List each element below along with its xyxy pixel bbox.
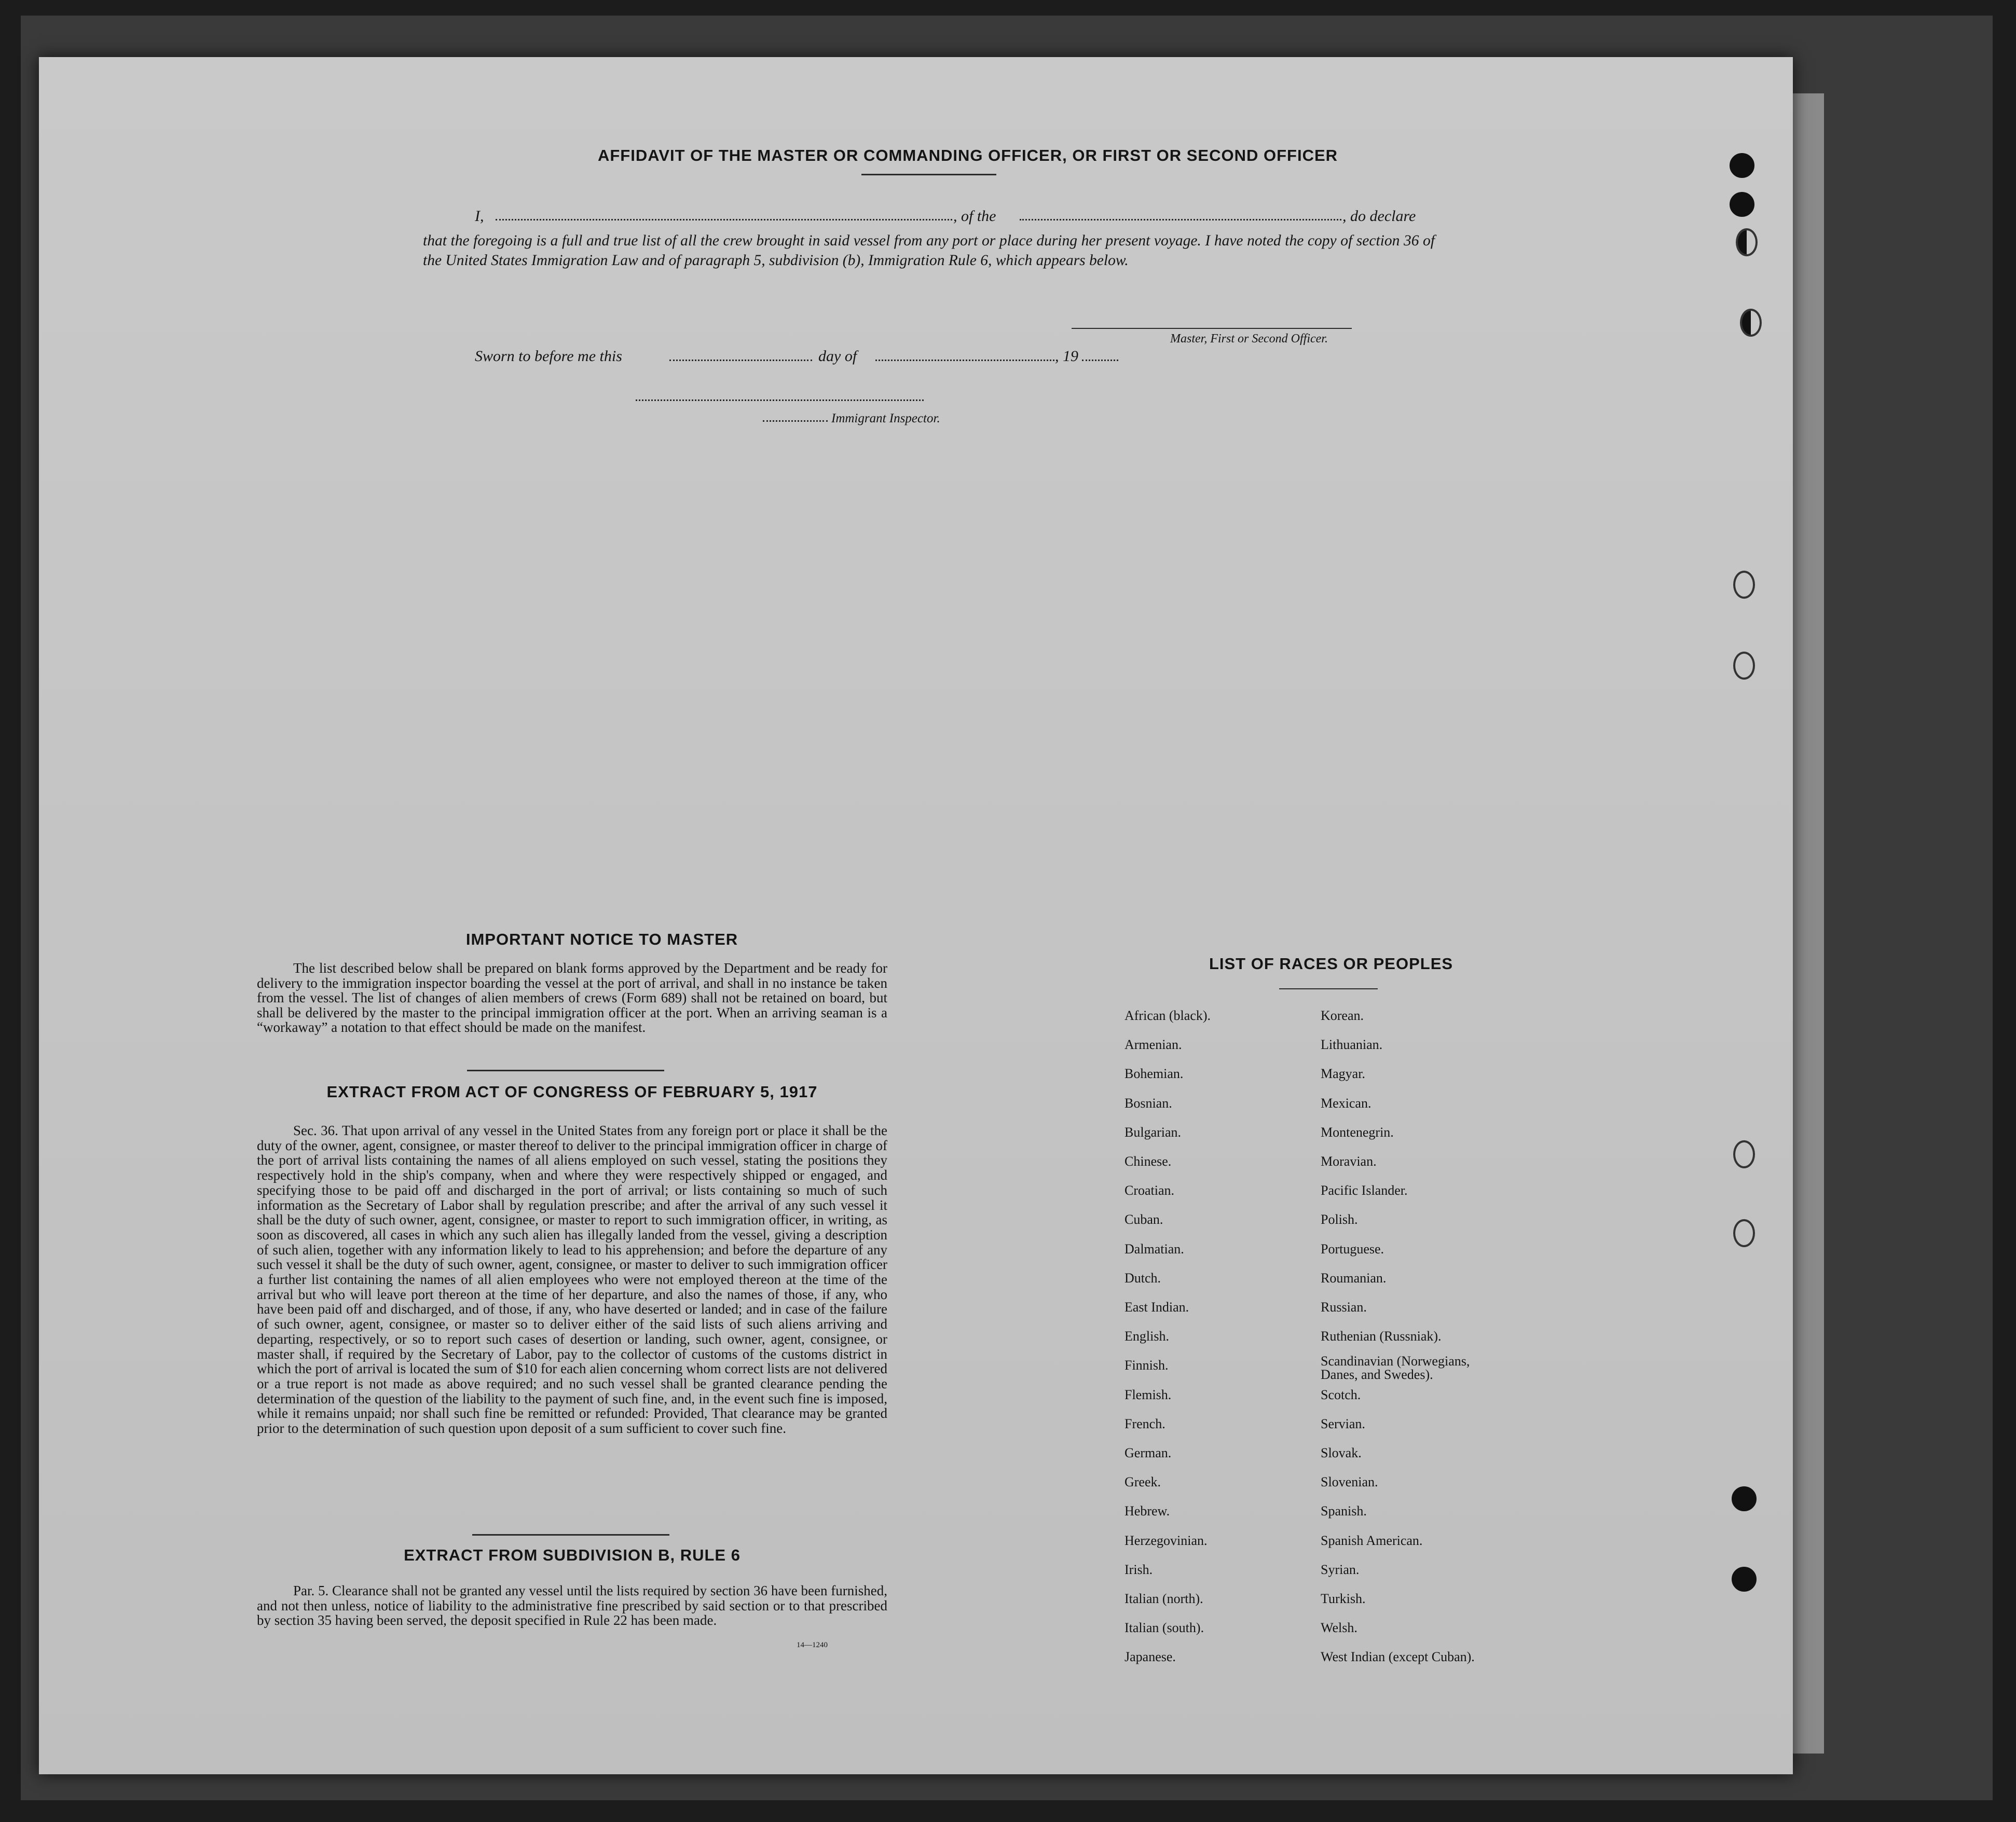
race-item: Servian. xyxy=(1321,1416,1365,1431)
races-title: LIST OF RACES OR PEOPLES xyxy=(1209,955,1453,973)
sworn-year-blank xyxy=(1082,360,1118,361)
master-signature-line xyxy=(1072,328,1352,329)
affidavit-vessel-blank xyxy=(1020,219,1341,220)
notice-rule xyxy=(467,1070,664,1071)
sworn-month-blank xyxy=(875,360,1054,361)
sworn-prefix: Sworn to before me this xyxy=(475,348,622,365)
binder-hole xyxy=(1733,1140,1755,1168)
inspector-caption: Immigrant Inspector. xyxy=(831,411,940,425)
race-item: Moravian. xyxy=(1321,1154,1377,1169)
race-item: Turkish. xyxy=(1321,1591,1366,1606)
notice-title: IMPORTANT NOTICE TO MASTER xyxy=(465,930,738,948)
master-signature-caption: Master, First or Second Officer. xyxy=(1170,332,1328,346)
race-item: Flemish. xyxy=(1124,1387,1172,1402)
race-item: Roumanian. xyxy=(1321,1270,1387,1286)
race-item: Dutch. xyxy=(1124,1270,1161,1286)
race-item: Welsh. xyxy=(1321,1620,1357,1636)
inspector-signature-line xyxy=(636,399,924,401)
race-item: Dalmatian. xyxy=(1124,1241,1184,1257)
inspector-caption-dots xyxy=(763,420,828,422)
extract-act-title: EXTRACT FROM ACT OF CONGRESS OF FEBRUARY 5, 1917 xyxy=(326,1083,818,1101)
race-item: Irish. xyxy=(1124,1562,1153,1577)
extract-rule-body: Par. 5. Clearance shall not be granted any vessel until the lists required by section 36 have been furnished, and not then unless, notice of liability to the administrative fine prescribed by said section or to that prescribed by section 35 having been served, the deposit specified in Rule 22 has been made. xyxy=(257,1583,887,1628)
race-item: Lithuanian. xyxy=(1321,1037,1383,1053)
form-number: 14—1240 xyxy=(797,1641,828,1649)
race-item: English. xyxy=(1124,1329,1169,1344)
race-item: African (black). xyxy=(1124,1008,1211,1023)
race-item: Slovak. xyxy=(1321,1445,1362,1460)
race-item: Finnish. xyxy=(1124,1358,1169,1373)
binder-hole xyxy=(1733,571,1755,599)
binder-hole xyxy=(1730,153,1754,178)
race-item: Bulgarian. xyxy=(1124,1124,1182,1140)
document-page xyxy=(39,57,1793,1774)
sworn-day-blank xyxy=(669,360,812,361)
race-item: Spanish American. xyxy=(1321,1533,1423,1548)
race-item: Magyar. xyxy=(1321,1066,1365,1082)
race-item: Polish. xyxy=(1321,1212,1358,1227)
extract-act-rule xyxy=(472,1534,669,1536)
affidavit-of-the-label: , of the xyxy=(953,208,996,225)
race-item: Bohemian. xyxy=(1124,1066,1184,1082)
affidavit-body: that the foregoing is a full and true list of all the crew brought in said vessel from any port or place during her present voyage. I have noted the copy of section 36 of the United States Immigration Law and of paragraph 5, subdivision (b), Immigration Rule 6, which appears below. xyxy=(423,232,1435,269)
race-item: Chinese. xyxy=(1124,1154,1172,1169)
binder-hole xyxy=(1733,1219,1755,1247)
race-item: French. xyxy=(1124,1416,1165,1431)
binder-hole xyxy=(1733,652,1755,680)
races-title-rule xyxy=(1279,988,1378,989)
race-item: Italian (south). xyxy=(1124,1620,1204,1636)
extract-act-body: Sec. 36. That upon arrival of any vessel in the United States from any foreign port or place it shall be the duty of the owner, agent, consignee, or master thereof to deliver to the principal immigration officer in charge of the port of arrival lists containing the names of all aliens employed on such vessel, stating the positions they respectively hold in the ship's company, when and where they were respectively shipped or engaged, and specifying those to be paid off and discharged in the port of arrival; or lists containing so much of such information as the Secretary of Labor shall by regulation prescribe; and after the arrival of any such vessel it shall be the duty of such owner, agent, consignee, or master to report to such immigration officer, in writing, as soon as discovered, all cases in which any such alien has illegally landed from the vessel, giving a description of such alien, together with any information likely to lead to his apprehension; and before the departure of any such vessel it shall be the duty of such owner, agent, consignee, or master to deliver to such immigration officer a further list containing the names of all alien employees who were not employed thereon at the time of the arrival but who will leave port thereon at the time of her departure, and also the names of those, if any, who have been paid off and discharged, and of those, if any, who have deserted or landed; and in case of the failure of such owner, agent, consignee, or master so to deliver either of the said lists of such aliens arriving and departing, respectively, or so to report such cases of desertion or landing, such owner, agent, consignee, or master shall, if required by the Secretary of Labor, pay to the collector of customs of the customs district in which the port of arrival is located the sum of $10 for each alien concerning whom correct lists are not delivered or a true report is not made as above required; and no such vessel shall be granted clearance pending the determination of the question of the liability to the payment of such fine, and, in the event such fine is imposed, while it remains unpaid; nor shall such fine be remitted or refunded: Provided, That clearance may be granted prior to the determination of such question upon deposit of a sum sufficient to cover such fine. xyxy=(257,1123,887,1437)
race-item: Slovenian. xyxy=(1321,1474,1378,1490)
affidavit-title: AFFIDAVIT OF THE MASTER OR COMMANDING OFFICER, OR FIRST OR SECOND OFFICER xyxy=(597,146,1338,164)
race-item: Bosnian. xyxy=(1124,1095,1172,1111)
binder-hole xyxy=(1732,1486,1757,1511)
race-item: Italian (north). xyxy=(1124,1591,1203,1606)
binder-hole xyxy=(1736,228,1758,256)
race-item: West Indian (except Cuban). xyxy=(1321,1649,1475,1665)
sworn-year-label: , 19 xyxy=(1055,348,1078,365)
race-item: Japanese. xyxy=(1124,1649,1176,1665)
binder-hole xyxy=(1730,192,1754,217)
race-item: Hebrew. xyxy=(1124,1503,1170,1519)
affidavit-i-label: I, xyxy=(475,208,484,225)
race-item: Mexican. xyxy=(1321,1095,1372,1111)
race-item: Greek. xyxy=(1124,1474,1161,1490)
race-item: Pacific Islander. xyxy=(1321,1183,1408,1198)
affidavit-do-declare-label: , do declare xyxy=(1342,208,1416,225)
affidavit-title-rule xyxy=(861,174,996,175)
notice-body: The list described below shall be prepared on blank forms approved by the Department and be ready for delivery to the immigration inspector boarding the vessel at the port of arrival, and shall in no instance be taken from the vessel. The list of changes of alien members of crews (Form 689) shall not be retained on board, but shall be delivered by the master to the principal immigration officer at the port. When an arriving seaman is a “workaway” a notation to that effect should be made on the manifest. xyxy=(257,960,887,1035)
affidavit-name-blank xyxy=(496,219,952,220)
sworn-day-of-label: day of xyxy=(818,348,857,365)
race-item: Armenian. xyxy=(1124,1037,1182,1053)
race-item: Scandinavian (Norwegians, Danes, and Swedes). xyxy=(1321,1354,1470,1383)
race-item: Korean. xyxy=(1321,1008,1364,1023)
race-item: German. xyxy=(1124,1445,1172,1460)
binder-hole xyxy=(1740,309,1762,337)
race-item: Portuguese. xyxy=(1321,1241,1384,1257)
race-item: Syrian. xyxy=(1321,1562,1360,1577)
extract-rule-title: EXTRACT FROM SUBDIVISION B, RULE 6 xyxy=(404,1546,740,1564)
race-item: Ruthenian (Russniak). xyxy=(1321,1329,1442,1344)
race-item: Scotch. xyxy=(1321,1387,1361,1402)
race-item: Russian. xyxy=(1321,1300,1367,1315)
race-item: East Indian. xyxy=(1124,1300,1189,1315)
page-edge-strip xyxy=(1793,93,1824,1754)
race-item: Spanish. xyxy=(1321,1503,1367,1519)
race-item: Cuban. xyxy=(1124,1212,1163,1227)
race-item: Croatian. xyxy=(1124,1183,1175,1198)
race-item: Montenegrin. xyxy=(1321,1124,1394,1140)
race-item: Herzegovinian. xyxy=(1124,1533,1208,1548)
binder-hole xyxy=(1732,1567,1757,1592)
